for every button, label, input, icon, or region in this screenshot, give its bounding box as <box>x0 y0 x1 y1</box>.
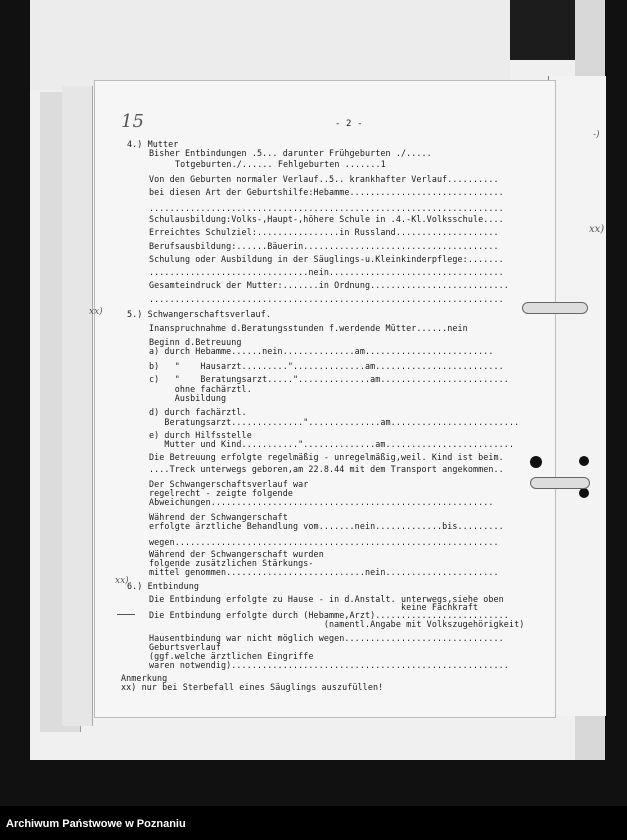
background-sheet-top <box>30 0 510 90</box>
form-line: Die Entbindung erfolgte zu Hause - in d.Anstalt. unterwegs,siehe oben <box>149 594 504 604</box>
form-line: Die Entbindung erfolgte durch (Hebamme,Arzt).......................... <box>149 610 509 620</box>
form-line: Bisher Entbindungen .5... darunter Frühgeburten ./..... <box>149 148 432 158</box>
form-line: d) durch fachärztl. <box>149 407 247 417</box>
form-line: mittel genommen...........................nein...................... <box>149 567 499 577</box>
form-line: Beratungsarzt.............."..............am......................... <box>149 417 520 427</box>
form-line: Anmerkung <box>121 673 168 683</box>
form-line: ...............................nein.................................. <box>149 267 504 277</box>
form-line: xx) nur bei Sterbefall eines Säuglings auszufüllen! <box>121 682 384 692</box>
form-line: keine Fachkraft <box>149 602 479 612</box>
form-line: ..................................................................... <box>149 203 504 213</box>
margin-xx-section6: xx) <box>115 576 129 586</box>
form-line: Schulausbildung:Volks-,Haupt-,höhere Schule in .4.-Kl.Volksschule.... <box>149 214 504 224</box>
form-line: ..................................................................... <box>149 294 504 304</box>
form-line: Abweichungen....................................................... <box>149 497 494 507</box>
form-page <box>89 80 556 718</box>
paper-clip <box>522 302 588 314</box>
dark-gap <box>510 0 580 60</box>
form-line: Totgeburten./...... Fehlgeburten .......1 <box>175 159 386 169</box>
form-line: (ggf.welche ärztlichen Eingriffe <box>149 651 314 661</box>
form-line: Ausbildung <box>149 393 227 403</box>
form-line: a) durch Hebamme......nein..............am......................... <box>149 346 494 356</box>
margin-xx-section5: xx) <box>89 307 103 317</box>
form-line: 6.) Entbindung <box>127 581 199 591</box>
form-line: b) " Hausarzt........."..............am......................... <box>149 361 504 371</box>
form-line: bei diesen Art der Geburtshilfe:Hebamme.............................. <box>149 187 504 197</box>
form-line: Gesamteindruck der Mutter:.......in Ordnung........................... <box>149 280 509 290</box>
form-line: (namentl.Angabe mit Volkszugehörigkeit) <box>149 619 525 629</box>
punch-hole <box>579 456 589 466</box>
form-line: 4.) Mutter <box>127 139 179 149</box>
form-line: Mutter und Kind..........."..............am......................... <box>149 439 515 449</box>
form-line: ohne fachärztl. <box>149 384 252 394</box>
page-number: - 2 - <box>335 119 363 129</box>
form-line: ....Treck unterwegs geboren,am 22.8.44 mit dem Transport angekommen.. <box>149 464 504 474</box>
punch-hole <box>530 456 542 468</box>
form-line: e) durch Hilfsstelle <box>149 430 252 440</box>
form-line: Schulung oder Ausbildung in der Säuglings-u.Kleinkinderpflege:....... <box>149 254 504 264</box>
form-line: 5.) Schwangerschaftsverlauf. <box>127 309 271 319</box>
form-line: folgende zusätzlichen Stärkungs- <box>149 558 314 568</box>
form-line: wegen............................................................... <box>149 537 499 547</box>
form-line: Der Schwangerschaftsverlauf war <box>149 479 309 489</box>
archive-credit: Archiwum Państwowe w Poznaniu <box>6 818 186 830</box>
form-line: Erreichtes Schulziel:................in Russland.................... <box>149 227 499 237</box>
form-line: Hausentbindung war nicht möglich wegen............................... <box>149 633 504 643</box>
punch-hole <box>579 488 589 498</box>
form-line: Von den Geburten normaler Verlauf..5.. krankhafter Verlauf.......... <box>149 174 499 184</box>
form-line: Die Betreuung erfolgte regelmäßig - unregelmäßig,weil. Kind ist beim. <box>149 452 504 462</box>
form-line: c) " Beratungsarzt....."..............am......................... <box>149 374 509 384</box>
left-sheet-stack-inner <box>62 86 93 726</box>
form-line: waren notwendig)...................................................... <box>149 660 509 670</box>
right-margin-xx: xx) <box>589 224 605 235</box>
margin-dash <box>117 614 135 615</box>
form-line: Während der Schwangerschaft wurden <box>149 549 324 559</box>
form-line: Berufsausbildung:......Bäuerin...................................... <box>149 241 499 251</box>
right-sheet <box>548 76 606 716</box>
form-line: regelrecht - zeigte folgende <box>149 488 293 498</box>
form-line: Beginn d.Betreuung <box>149 337 242 347</box>
handwritten-number: 15 <box>121 111 144 132</box>
paper-clip <box>530 477 590 489</box>
form-line: Während der Schwangerschaft <box>149 512 288 522</box>
form-line: Inanspruchnahme d.Beratungsstunden f.werdende Mütter......nein <box>149 323 468 333</box>
right-margin-mark: -) <box>593 130 600 140</box>
form-line: erfolgte ärztliche Behandlung vom.......nein.............bis......... <box>149 521 504 531</box>
form-line: Geburtsverlauf <box>149 642 221 652</box>
